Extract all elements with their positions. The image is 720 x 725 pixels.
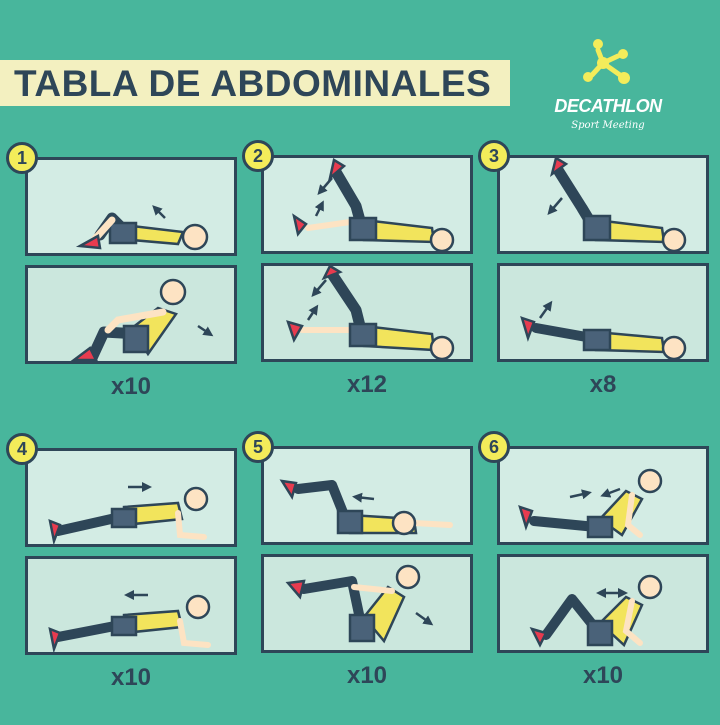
exercise-card [8, 144, 248, 434]
exercise-card [244, 142, 484, 432]
exercise-number-badge: 6 [478, 431, 510, 463]
exercise-step-panel [261, 446, 473, 545]
exercise-number-badge: 2 [242, 140, 274, 172]
exercise-step-panel [497, 155, 709, 254]
exercise-step-panel [25, 556, 237, 655]
exercise-step-panel [497, 554, 709, 653]
leg-raise-switch-illustration [264, 266, 470, 359]
exercise-card [8, 435, 248, 725]
exercise-step-panel [261, 263, 473, 362]
repetitions-label: x12 [346, 371, 388, 398]
plank-back-illustration [28, 559, 234, 652]
repetitions-label: x10 [582, 662, 624, 689]
exercise-step-panel [497, 263, 709, 362]
exercise-number-badge: 1 [6, 142, 38, 174]
exercise-step-panel [261, 554, 473, 653]
exercise-step-panel [25, 265, 237, 364]
exercise-step-panel [25, 157, 237, 256]
leg-extension-start-illustration [264, 449, 470, 542]
brand-tagline: Sport Meeting [571, 120, 645, 131]
crunch-start-illustration [28, 160, 234, 253]
plank-forward-illustration [28, 451, 234, 544]
exercise-step-panel [497, 446, 709, 545]
exercise-number-badge: 3 [478, 140, 510, 172]
single-leg-raise-down-illustration [500, 266, 706, 359]
repetitions-label: x8 [589, 371, 617, 398]
v-sit-twist-illustration [500, 557, 706, 650]
exercise-card [480, 433, 720, 723]
leg-raise-up-illustration [264, 158, 470, 251]
exercise-number-badge: 5 [242, 431, 274, 463]
repetitions-label: x10 [110, 664, 152, 691]
leg-extension-crunch-illustration [264, 557, 470, 650]
single-leg-raise-up-illustration [500, 158, 706, 251]
repetitions-label: x10 [346, 662, 388, 689]
exercise-step-panel [25, 448, 237, 547]
page-title: TABLA DE ABDOMINALES [14, 63, 492, 104]
repetitions-label: x10 [110, 373, 152, 400]
exercise-step-panel [261, 155, 473, 254]
crunch-up-illustration [28, 268, 234, 361]
v-sit-start-illustration [500, 449, 706, 542]
brand-name: DECATHLON [554, 96, 662, 116]
exercise-card [480, 142, 720, 432]
exercise-number-badge: 4 [6, 433, 38, 465]
exercise-card [244, 433, 484, 723]
